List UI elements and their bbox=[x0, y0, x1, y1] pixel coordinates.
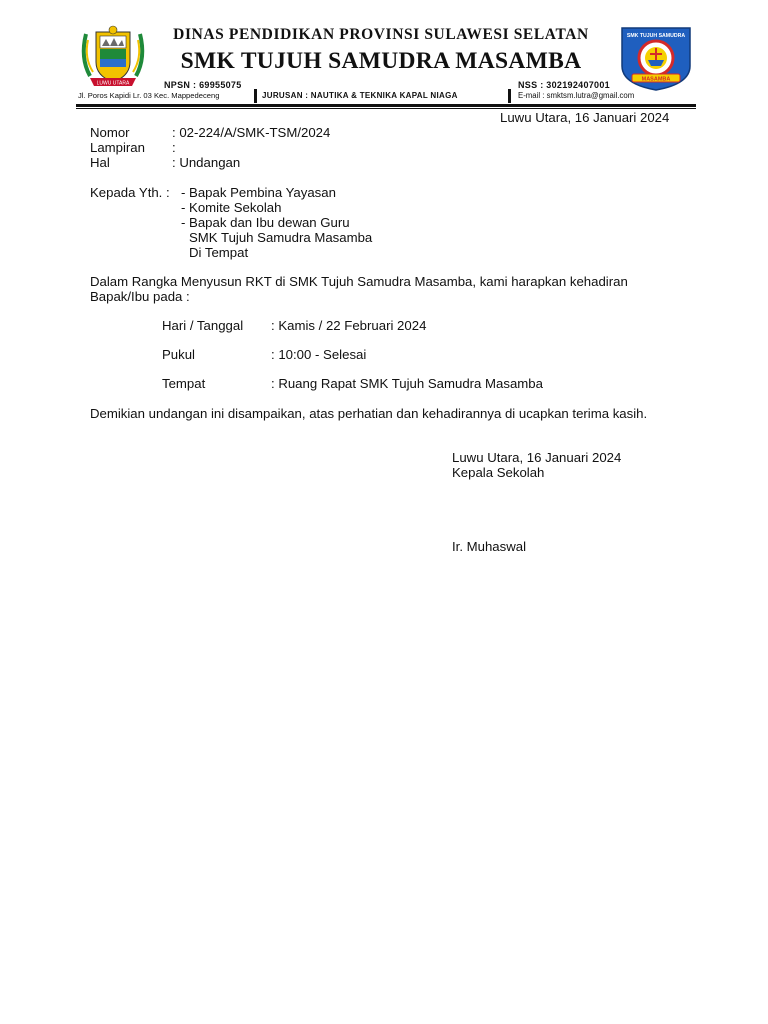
opening-paragraph-line: Bapak/Ibu pada : bbox=[90, 289, 190, 304]
meta-value-nomor: : 02-224/A/SMK-TSM/2024 bbox=[172, 125, 331, 140]
detail-label-place: Tempat bbox=[162, 376, 206, 391]
school-emblem-top-label: SMK TUJUH SAMUDRA bbox=[626, 33, 686, 39]
recipient-label: Kepada Yth. : bbox=[90, 185, 170, 200]
detail-label-time: Pukul bbox=[162, 347, 195, 362]
dinas-heading: DINAS PENDIDIKAN PROVINSI SULAWESI SELATAN bbox=[173, 26, 589, 43]
recipient-item: Di Tempat bbox=[189, 245, 249, 260]
regency-emblem-logo bbox=[76, 22, 150, 92]
meta-label-nomor: Nomor bbox=[90, 125, 130, 140]
letterhead-rule-thin bbox=[76, 108, 696, 109]
school-email: E-mail : smktsm.lutra@gmail.com bbox=[518, 91, 635, 100]
detail-value-date: : Kamis / 22 Februari 2024 bbox=[271, 318, 427, 333]
closing-paragraph: Demikian undangan ini disampaikan, atas perhatian dan kehadirannya di ucapkan terima kasih. bbox=[90, 406, 648, 421]
detail-value-place: : Ruang Rapat SMK Tujuh Samudra Masamba bbox=[271, 376, 543, 391]
recipient-item: - Bapak Pembina Yayasan bbox=[181, 185, 336, 200]
meta-label-lampiran: Lampiran bbox=[90, 140, 145, 155]
school-address: Jl. Poros Kapidi Lr. 03 Kec. Mappedeceng bbox=[78, 91, 220, 100]
jurusan-text: JURUSAN : NAUTIKA & TEKNIKA KAPAL NIAGA bbox=[262, 91, 458, 100]
letterhead-rule-thick bbox=[76, 104, 696, 107]
regency-emblem-label: LUWU UTARA bbox=[96, 80, 130, 87]
opening-paragraph-line: Dalam Rangka Menyusun RKT di SMK Tujuh Samudra Masamba, kami harapkan kehadiran bbox=[90, 274, 628, 289]
recipient-item: - Komite Sekolah bbox=[181, 200, 282, 215]
detail-value-time: : 10:00 - Selesai bbox=[271, 347, 367, 362]
school-emblem-logo bbox=[618, 24, 694, 92]
meta-value-hal: : Undangan bbox=[172, 155, 241, 170]
signature-place-date: Luwu Utara, 16 Januari 2024 bbox=[452, 450, 622, 465]
letter-date: Luwu Utara, 16 Januari 2024 bbox=[500, 110, 670, 125]
detail-label-date: Hari / Tanggal bbox=[162, 318, 244, 333]
letterhead-separator bbox=[254, 89, 257, 103]
signature-name: Ir. Muhaswal bbox=[452, 539, 527, 554]
meta-label-hal: Hal bbox=[90, 155, 110, 170]
recipient-item: - Bapak dan Ibu dewan Guru bbox=[181, 215, 350, 230]
recipient-item: SMK Tujuh Samudra Masamba bbox=[189, 230, 373, 245]
meta-value-lampiran: : bbox=[172, 140, 176, 155]
school-emblem-bottom-label: MASAMBA bbox=[641, 76, 671, 83]
letterhead-separator bbox=[508, 89, 511, 103]
signature-position: Kepala Sekolah bbox=[452, 465, 545, 480]
nss-text: NSS : 302192407001 bbox=[518, 80, 610, 90]
npsn-text: NPSN : 69955075 bbox=[164, 80, 242, 90]
school-name-heading: SMK TUJUH SAMUDRA MASAMBA bbox=[180, 48, 582, 74]
